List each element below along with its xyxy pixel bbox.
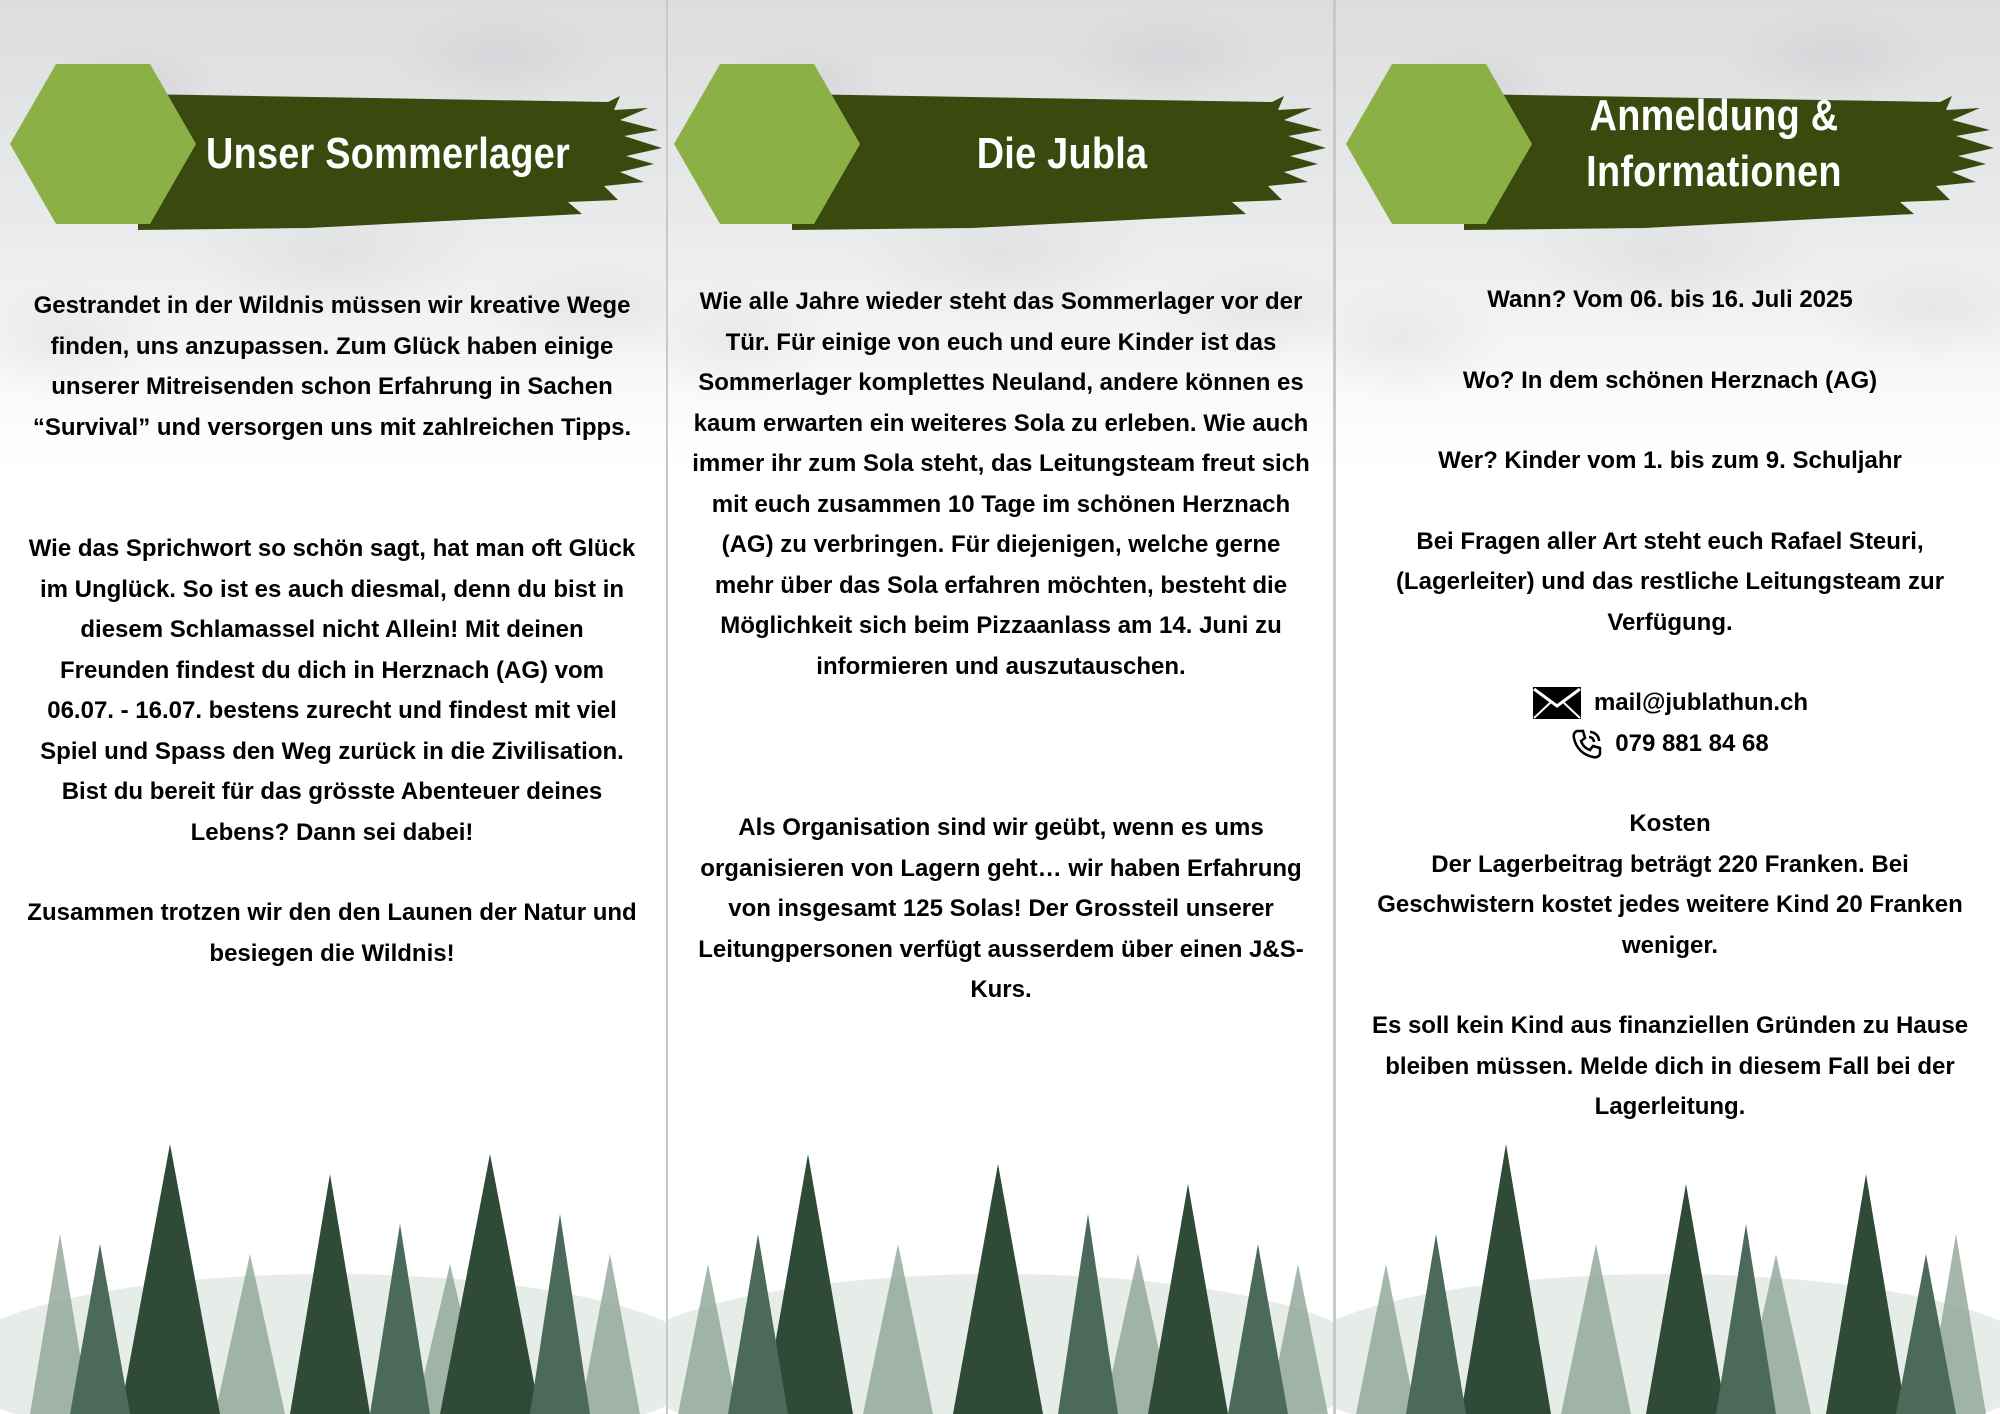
paragraph: Wie das Sprichwort so schön sagt, hat man oft Glück im Unglück. So ist es auch diesmal, denn du bist in diesem Schlamassel nicht Allein! Mit deinen Freunden findest du dich in Herznach (AG) vom 06.07. - 16.07. bestens zurecht und findest mit viel Spiel und Spass den Weg zurück in die Zivilisation. Bist du bereit für das grösste Abenteuer deines Lebens? Dann sei dabei! <box>28 535 636 846</box>
panel-title: Unser Sommerlager <box>205 129 571 178</box>
paragraph: Zusammen trotzen wir den den Launen der Natur und besiegen die Wildnis! <box>27 899 637 967</box>
forest-illustration <box>668 1114 1334 1414</box>
title-line: Anmeldung & <box>1589 91 1839 140</box>
who-line: Wer? Kinder vom 1. bis zum 9. Schuljahr <box>1438 447 1902 474</box>
paragraph: Als Organisation sind wir geübt, wenn es ums organisieren von Lagern geht… wir haben Erfahrung von insgesamt 125 Solas! Der Grossteil unserer Leitungpersonen verfügt ausserdem über einen J&S-Kurs. <box>698 814 1304 1003</box>
forest-illustration <box>1336 1114 2000 1414</box>
panel-jubla <box>668 0 1334 1414</box>
forest-illustration <box>0 1114 666 1414</box>
where-line: Wo? In dem schönen Herznach (AG) <box>1462 366 1878 394</box>
note-paragraph: Es soll kein Kind aus finanziellen Gründen zu Hause bleiben müssen. Melde dich in diesem Fall bei der Lagerleitung. <box>1371 1012 1969 1120</box>
hexagon-icon <box>1344 60 1534 230</box>
costs-heading: Kosten <box>1629 810 1711 837</box>
envelope-icon <box>1532 686 1582 720</box>
title-line: Informationen <box>1586 147 1842 196</box>
phone-icon <box>1571 728 1603 760</box>
banner-jubla <box>672 90 1334 240</box>
panel-anmeldung <box>1336 0 2000 1414</box>
paragraph: Wie alle Jahre wieder steht das Sommerlager vor der Tür. Für einige von euch und eure Kinder ist das Sommerlager komplettes Neuland, andere können es kaum erwarten ein weiteres Sola zu erleben. Wie auch immer ihr zum Sola steht, das Leitungsteam freut sich mit euch zusammen 10 Tage im schönen Herznach (AG) zu verbringen. Für diejenigen, welche gerne mehr über das Sola erfahren möchten, besteht die Möglichkeit sich beim Pizzaanlass am 14. Juni zu informieren und auszutauschen. <box>692 288 1310 680</box>
phone-row <box>1358 724 1982 765</box>
hexagon-icon <box>672 60 862 230</box>
email-link[interactable]: mail@jublathun.ch <box>1593 689 1809 716</box>
panel-body <box>690 282 1312 1011</box>
banner-anmeldung <box>1344 90 2000 240</box>
panel-body <box>24 286 640 974</box>
panel-sommerlager <box>0 0 666 1414</box>
panel-title: Die Jubla <box>976 129 1148 178</box>
costs-paragraph: Der Lagerbeitrag beträgt 220 Franken. Bei Geschwistern kostet jedes weitere Kind 20 Franken weniger. <box>1377 850 1963 959</box>
email-row <box>1358 683 1982 724</box>
panel-title <box>1525 88 1903 200</box>
paragraph: Gestrandet in der Wildnis müssen wir kreative Wege finden, uns anzupassen. Zum Glück haben einige unserer Mitreisenden schon Erfahrung in Sachen “Survival” und versorgen uns mit zahlreichen Tipps. <box>32 292 632 441</box>
when-line: Wann? Vom 06. bis 16. Juli 2025 <box>1487 286 1853 313</box>
panel-body <box>1358 280 1982 1128</box>
questions-paragraph: Bei Fragen aller Art steht euch Rafael Steuri, (Lagerleiter) und das restliche Leitungsteam zur Verfügung. <box>1395 527 1945 636</box>
hexagon-icon <box>8 60 198 230</box>
banner-sommerlager <box>8 90 666 240</box>
phone-link[interactable]: 079 881 84 68 <box>1615 729 1769 757</box>
